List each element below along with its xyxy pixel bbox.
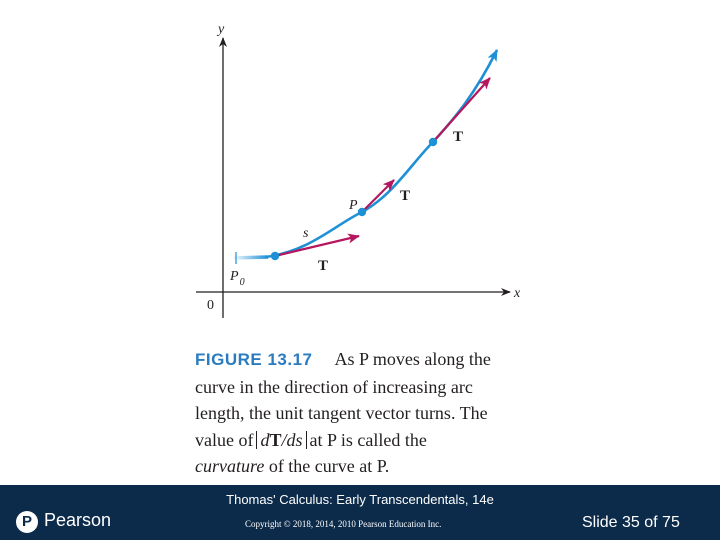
pearson-logo-letter: P — [21, 513, 32, 530]
point-upper — [429, 138, 437, 146]
y-axis-label: y — [218, 22, 225, 37]
point-p0 — [271, 252, 279, 260]
tangent-label-p: T — [400, 188, 411, 204]
curve — [266, 50, 497, 257]
caption-line-2: curve in the direction of increasing arc — [195, 376, 473, 397]
caption-line-3: length, the unit tangent vector turns. The — [195, 403, 488, 423]
figure-number: FIGURE 13.17 — [195, 350, 313, 369]
tangent-label-upper: T — [453, 129, 464, 145]
abs-bar-left — [256, 431, 257, 449]
caption-line-5 — [195, 453, 535, 480]
p0-label: $P_0$ — [230, 269, 245, 288]
point-p — [358, 208, 366, 216]
pearson-logo — [16, 511, 136, 537]
copyright-text: Copyright © 2018, 2014, 2010 Pearson Education Inc. — [245, 519, 442, 529]
caption-text-5: of the curve at P. — [268, 456, 390, 476]
curve-start-fade — [232, 257, 268, 258]
caption-d: d — [260, 429, 270, 450]
caption-text-1: As P moves along the — [334, 349, 491, 369]
figure-caption — [195, 346, 535, 480]
caption-T: T — [269, 429, 282, 450]
caption-curvature: curvature — [195, 456, 265, 476]
caption-text-4a: value of — [195, 429, 254, 450]
slide-footer — [0, 485, 720, 540]
book-title: Thomas' Calculus: Early Transcendentals, 14e — [226, 492, 494, 507]
arc-length-label: s — [303, 226, 309, 241]
origin-label: 0 — [207, 298, 214, 313]
caption-ds: /ds — [281, 429, 303, 450]
caption-line-4 — [195, 427, 535, 454]
tangent-vector-p — [362, 180, 394, 212]
caption-line-1 — [195, 346, 535, 374]
slide-number: Slide 35 of 75 — [582, 514, 680, 531]
x-axis-label: x — [514, 286, 521, 301]
abs-bar-right — [306, 431, 307, 449]
tangent-label-p0: T — [318, 258, 329, 274]
caption-text-4b: at P is called the — [309, 429, 427, 450]
p-label: P — [349, 198, 358, 213]
pearson-wordmark: Pearson — [44, 510, 112, 530]
